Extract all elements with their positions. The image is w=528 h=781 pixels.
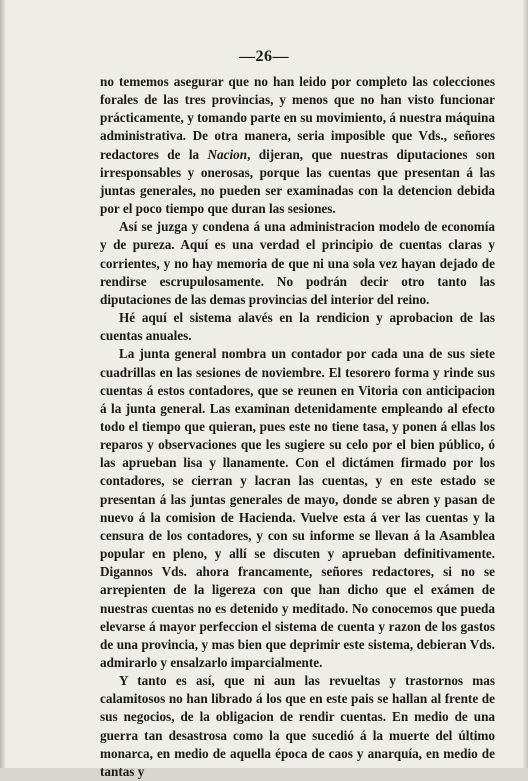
paragraph [100,345,495,672]
text-run: Hé aquí el sistema alavés en la rendicion y aprobacion de las cuentas anuales. [100,310,495,344]
paragraph [100,672,495,781]
body-text [100,73,495,781]
text-run: La junta general nombra un contador por cada una de sus siete cuadrillas en las sesiones de noviembre. El tesorero forma y rinde sus cuentas á estos contadores, que se reunen en Vitoria con anticipacion á la junta general. Las examinan detenidamente empleando al efecto todo el tiempo que quieran, pues este no tiene tasa, y ponen á ellas los reparos y observaciones que les sugiere su celo por el bien público, ó las aprueban lisa y llanamente. Con el dictámen firmado por los contadores, se cierran y lacran las cuentas, y en este estado se presentan á las juntas generales de mayo, donde se abren y pasan de nuevo á la comision de Hacienda. Vuelve esta á ver las cuentas y la censura de los contadores, y con su informe se llevan á la Asamblea popular en pleno, y allí se discuten y aprueban definitivamente. Digannos Vds. ahora francamente, señores redactores, si no se arrepienten de la ligereza con que han dicho que el exámen de nuestras cuentas no es detenido y meditado. No conocemos que pueda elevarse á mayor perfeccion el sistema de cuenta y razon de los gastos de una provincia, y mas bien que deprimir este sistema, debieran Vds. admirarlo y ensalzarlo imparcialmente. [100,346,495,670]
page-number: —26— [239,48,289,65]
text-run: Y tanto es así, que ni aun las revueltas y trastornos mas calamitosos no han librado á los que en este pais se hallan al frente de sus negocios, de la obligacion de rendir cuentas. En medio de una guerra tan desastrosa como la que sucedió á la muerte del último monarca, en medio de aquella época de caos y anarquía, en medio de tantas y [100,673,495,779]
text-run: no tememos asegurar que no han leido por completo las colecciones forales de las tres provincias, y menos que no han visto funcionar prácticamente, y tomando parte en su movimiento, á nuestra máquina administrativa. De otra manera, seria imposible que Vds., señores redactores de la [100,74,495,162]
page-edge-shadow-left [0,0,6,768]
text-run: , dijeran, que nuestras diputaciones son irresponsables y onerosas, porque las cuentas que presentan á las juntas generales, no pueden ser examinadas con la detencion debida por el poco tiempo que duran las sesiones. [100,146,495,217]
italic-text-run: Nacion [207,146,248,162]
page-edge-shadow-right [522,0,528,768]
paragraph [100,218,495,309]
paragraph [100,309,495,345]
paragraph [100,73,495,218]
text-run: Así se juzga y condena á una administracion modelo de economía y de pureza. Aquí es una verdad el principio de cuentas claras y corrientes, y no hay memoria de que ni una sola vez hayan dejado de rendirse escrupulosamente. No podrán decir otro tanto las diputaciones de las demas provincias del interior del reino. [100,219,495,307]
